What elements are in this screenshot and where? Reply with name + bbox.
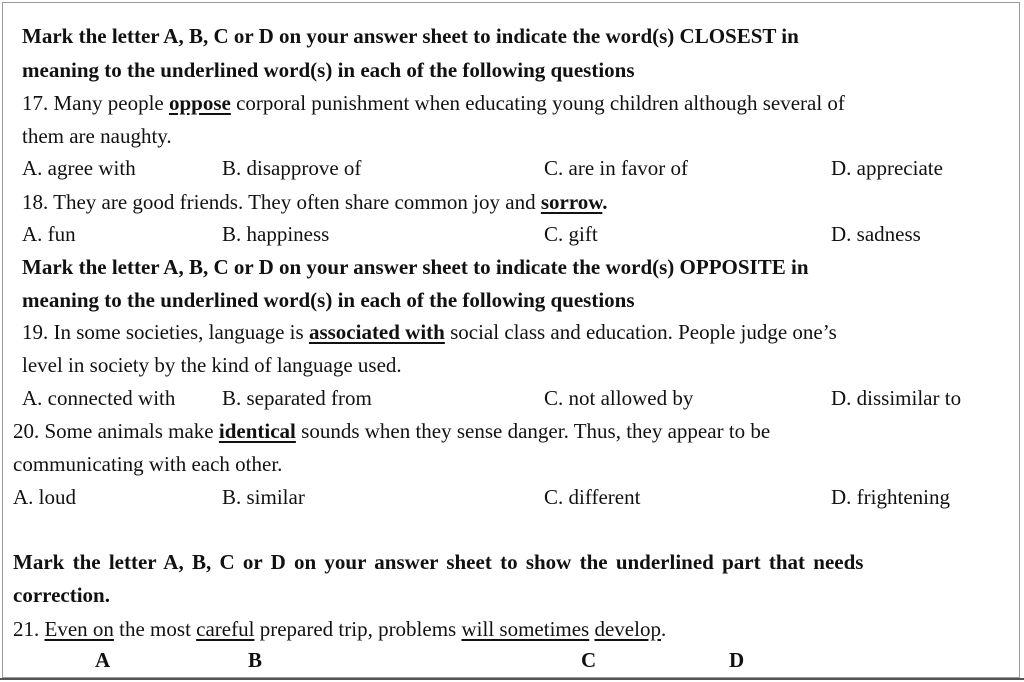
q18-option-d[interactable]: D. sadness (831, 222, 921, 246)
label-b[interactable]: B (248, 648, 263, 672)
section1-instruction-cont: meaning to the underlined word(s) in each of the following questions (22, 58, 635, 82)
q17-option-d[interactable]: D. appreciate (831, 156, 943, 180)
question-20-cont: communicating with each other. (13, 452, 283, 476)
q18-option-c[interactable]: C. gift (544, 222, 598, 246)
underlined-part-b: careful (196, 617, 255, 641)
question-17: 17. Many people oppose corporal punishment when educating young children although several of (22, 91, 845, 115)
underlined-part-d: develop (594, 617, 661, 641)
underlined-word: sorrow (540, 190, 603, 214)
q18-option-b[interactable]: B. happiness (222, 222, 330, 246)
label-c[interactable]: C (581, 648, 597, 672)
q19-option-a[interactable]: A. connected with (22, 386, 176, 410)
question-18: 18. They are good friends. They often share common joy and sorrow. (22, 190, 608, 214)
underlined-phrase: associated with (308, 320, 445, 344)
question-19: 19. In some societies, language is associated with social class and education. People judge one’s (22, 320, 837, 344)
underlined-part-c: will sometimes (461, 617, 590, 641)
q19-option-b[interactable]: B. separated from (222, 386, 372, 410)
q17-option-a[interactable]: A. agree with (22, 156, 136, 180)
underlined-word: identical (218, 419, 296, 443)
label-d[interactable]: D (729, 648, 745, 672)
section2-instruction: Mark the letter A, B, C or D on your answer sheet to indicate the word(s) OPPOSITE in (22, 255, 809, 279)
question-17-cont: them are naughty. (22, 124, 172, 148)
underlined-part-a: Even on (44, 617, 114, 641)
q19-option-c[interactable]: C. not allowed by (544, 386, 694, 410)
q17-option-b[interactable]: B. disapprove of (222, 156, 362, 180)
section2-instruction-cont: meaning to the underlined word(s) in each of the following questions (22, 288, 635, 312)
q20-option-a[interactable]: A. loud (13, 485, 76, 509)
question-19-cont: level in society by the kind of language used. (22, 353, 402, 377)
section3-instruction: Mark the letter A, B, C or D on your answer sheet to show the underlined part that needs (13, 550, 864, 574)
q17-option-c[interactable]: C. are in favor of (544, 156, 689, 180)
bottom-divider (0, 678, 1024, 680)
q20-option-b[interactable]: B. similar (222, 485, 305, 509)
label-a[interactable]: A (95, 648, 111, 672)
question-20: 20. Some animals make identical sounds when they sense danger. Thus, they appear to be (13, 419, 771, 443)
q18-option-a[interactable]: A. fun (22, 222, 76, 246)
section3-instruction-cont: correction. (13, 583, 110, 607)
q20-option-d[interactable]: D. frightening (831, 485, 950, 509)
section1-instruction: Mark the letter A, B, C or D on your answer sheet to indicate the word(s) CLOSEST in (22, 24, 799, 48)
q19-option-d[interactable]: D. dissimilar to (831, 386, 962, 410)
question-21: 21. Even on the most careful prepared trip, problems will sometimes develop. (13, 617, 667, 641)
underlined-word: oppose (168, 91, 231, 115)
q20-option-c[interactable]: C. different (544, 485, 641, 509)
